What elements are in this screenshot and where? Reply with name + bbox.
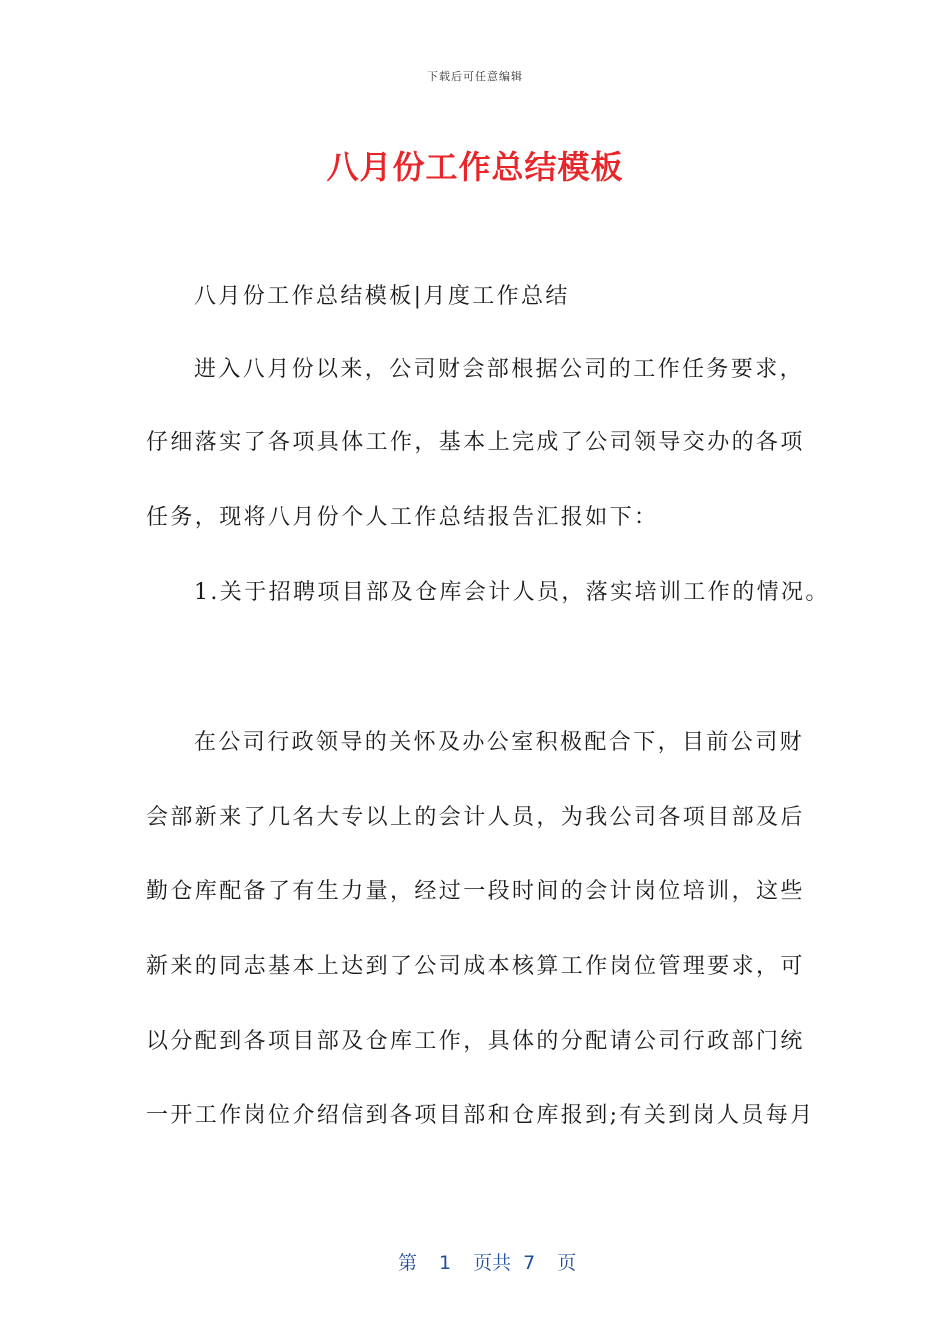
page-footer (0, 1226, 950, 1297)
paragraph-line: 一开工作岗位介绍信到各项目部和仓库报到;有关到岗人员每月 (146, 1103, 815, 1128)
page-label-suffix: 页 (557, 1252, 577, 1274)
header-note: 下载后可任意编辑 (427, 70, 523, 83)
paragraph-line: 勤仓库配备了有生力量，经过一段时间的会计岗位培训，这些 (146, 879, 805, 904)
document-title: 八月份工作总结模板 (326, 148, 624, 186)
paragraph-line: 仔细落实了各项具体工作，基本上完成了公司领导交办的各项 (146, 430, 805, 455)
total-pages-number: 7 (523, 1252, 536, 1274)
paragraph-line: 会部新来了几名大专以上的会计人员，为我公司各项目部及后 (146, 805, 805, 830)
paragraph-line: 任务，现将八月份个人工作总结报告汇报如下： (146, 505, 659, 530)
current-page-number: 1 (438, 1252, 452, 1274)
paragraph-line: 新来的同志基本上达到了公司成本核算工作岗位管理要求，可 (146, 954, 805, 979)
section-heading: 1.关于招聘项目部及仓库会计人员，落实培训工作的情况。 (194, 580, 830, 605)
paragraph-line: 以分配到各项目部及仓库工作，具体的分配请公司行政部门统 (146, 1029, 805, 1054)
paragraph-line: 进入八月份以来，公司财会部根据公司的工作任务要求， (194, 357, 805, 382)
paragraph-line: 在公司行政领导的关怀及办公室积极配合下，目前公司财 (194, 730, 805, 755)
page-label-middle: 页共 (473, 1252, 512, 1274)
page-label-prefix: 第 (397, 1252, 417, 1274)
subtitle-line: 八月份工作总结模板|月度工作总结 (194, 284, 570, 309)
